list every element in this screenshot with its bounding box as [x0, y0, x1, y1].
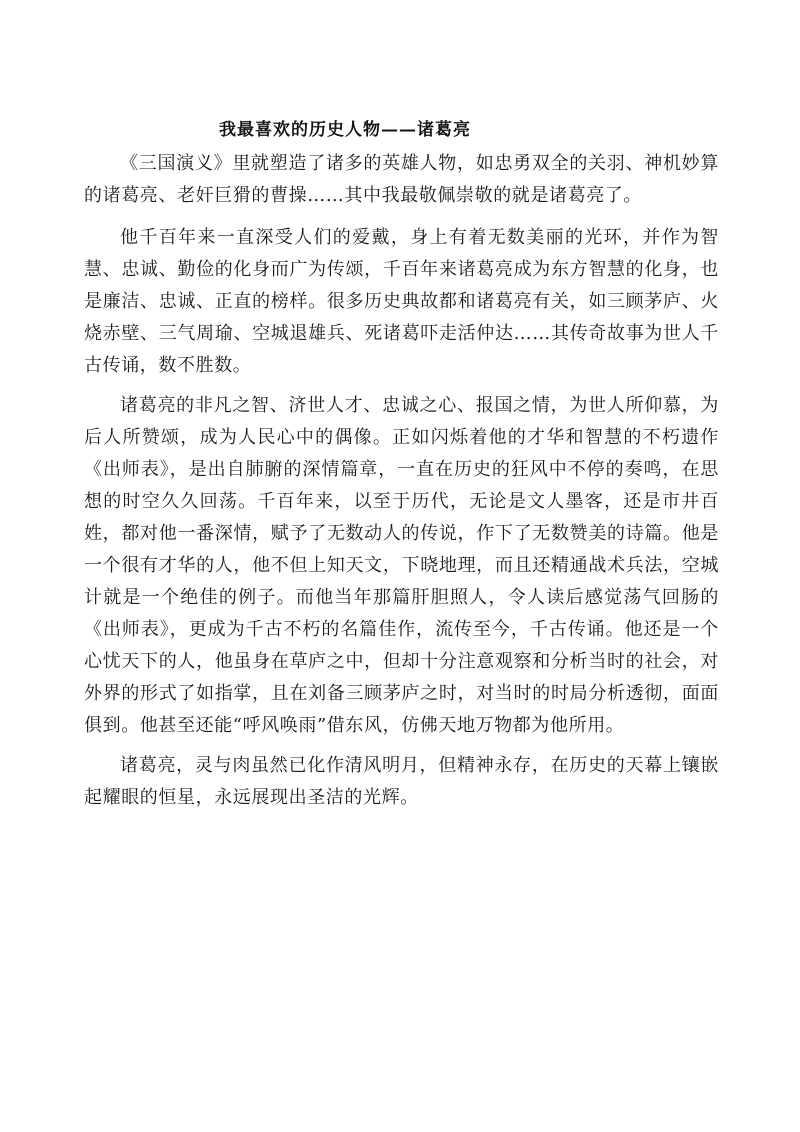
document-body — [84, 148, 719, 814]
paragraph-2: 他千百年来一直深受人们的爱戴，身上有着无数美丽的光环，并作为智慧、忠诚、勤俭的化身而广为传颂，千百年来诸葛亮成为东方智慧的化身，也是廉洁、忠诚、正直的榜样。很多历史典故都和诸葛亮有关，如三顾茅庐、火烧赤壁、三气周瑜、空城退雄兵、死诸葛吓走活仲达……其传奇故事为世人千古传诵，数不胜数。 — [84, 227, 719, 376]
paragraph-3: 诸葛亮的非凡之智、济世人才、忠诚之心、报国之情，为世人所仰慕，为后人所赞颂，成为人民心中的偶像。正如闪烁着他的才华和智慧的不朽遗作《出师表》，是出自肺腑的深情篇章，一直在历史的狂风中不停的奏鸣，在思想的时空久久回荡。千百年来，以至于历代，无论是文人墨客，还是市井百姓，都对他一番深情，赋予了无数动人的传说，作下了无数赞美的诗篇。他是一个很有才华的人，他不但上知天文，下晓地理，而且还精通战术兵法，空城计就是一个绝佳的例子。而他当年那篇肝胆照人，令人读后感觉荡气回肠的《出师表》，更成为千古不朽的名篇佳作，流传至今，千古传诵。他还是一个心忧天下的人，他虽身在草庐之中，但却十分注意观察和分析当时的社会，对外界的形式了如指掌，且在刘备三顾茅庐之时，对当时的时局分析透彻，面面俱到。他甚至还能“呼风唤雨”借东风，仿佛天地万物都为他所用。 — [84, 395, 719, 736]
paragraph-1: 《三国演义》里就塑造了诸多的英雄人物，如忠勇双全的关羽、神机妙算的诸葛亮、老奸巨猾的曹操……其中我最敬佩崇敬的就是诸葛亮了。 — [84, 153, 719, 206]
paragraph-4: 诸葛亮，灵与肉虽然已化作清风明月，但精神永存，在历史的天幕上镶嵌起耀眼的恒星，永远展现出圣洁的光辉。 — [84, 755, 719, 808]
document-title: 我最喜欢的历史人物——诸葛亮 — [219, 120, 471, 140]
